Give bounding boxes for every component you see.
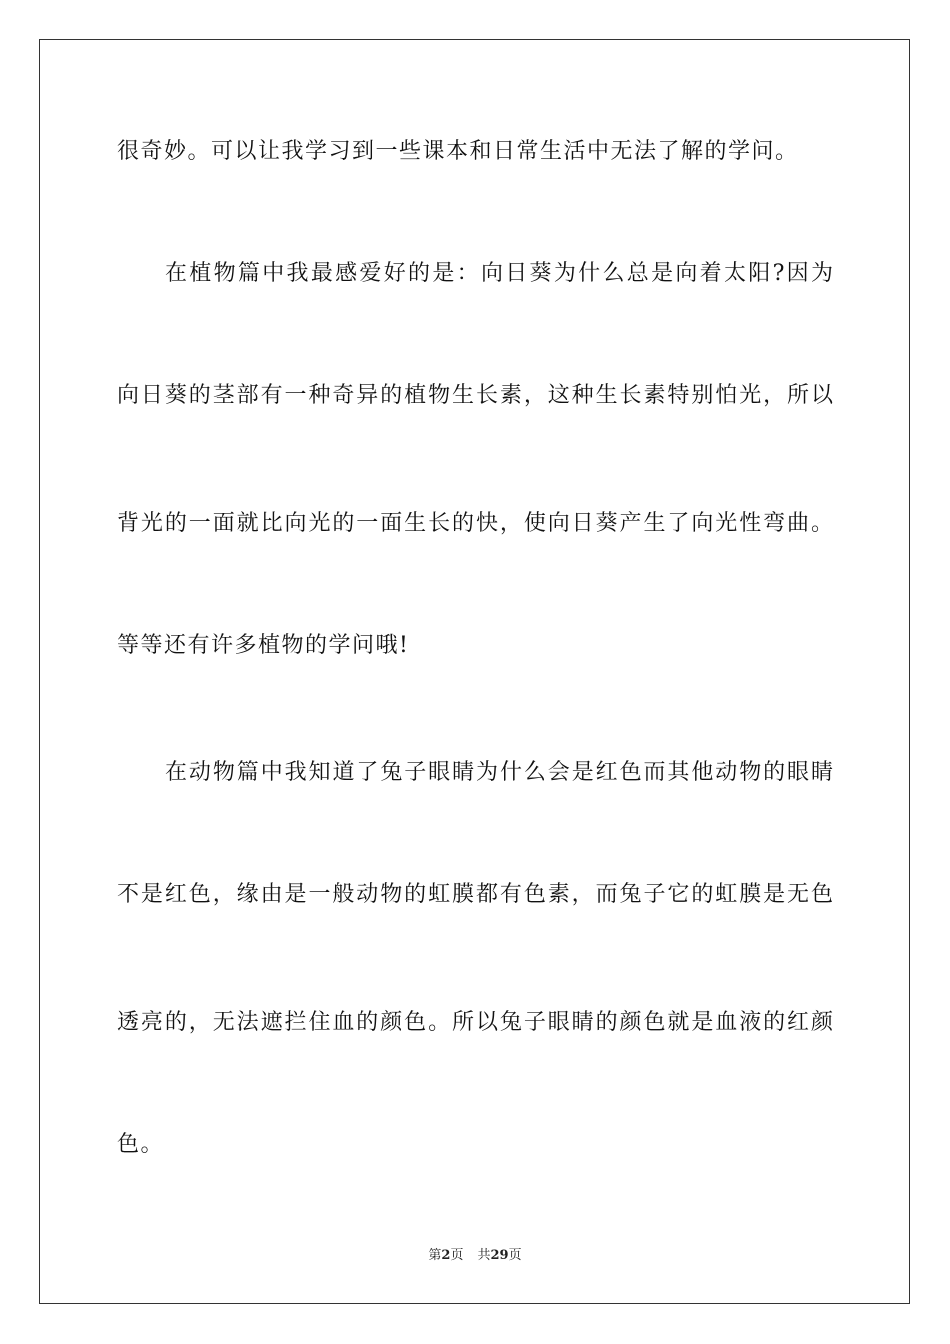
paragraph-line-7: 不是红色，缘由是一般动物的虹膜都有色素，而兔子它的虹膜是无色 <box>117 882 833 907</box>
paragraph-line-6: 在动物篇中我知道了兔子眼睛为什么会是红色而其他动物的眼睛 <box>165 760 833 785</box>
total-prefix: 共 <box>477 1248 491 1263</box>
page-suffix: 页 <box>450 1248 464 1263</box>
paragraph-line-2: 在植物篇中我最感爱好的是：向日葵为什么总是向着太阳?因为 <box>165 261 833 286</box>
total-pages: 29 <box>490 1248 509 1263</box>
paragraph-line-4: 背光的一面就比向光的一面生长的快，使向日葵产生了向光性弯曲。 <box>117 511 833 536</box>
paragraph-line-8: 透亮的，无法遮拦住血的颜色。所以兔子眼睛的颜色就是血液的红颜 <box>117 1010 833 1035</box>
paragraph-line-9: 色。 <box>117 1132 165 1157</box>
total-suffix: 页 <box>508 1248 522 1263</box>
paragraph-line-1: 很奇妙。可以让我学习到一些课本和日常生活中无法了解的学问。 <box>117 139 799 164</box>
page-number: 2 <box>441 1248 451 1263</box>
page-footer <box>0 1247 950 1265</box>
paragraph-line-5: 等等还有许多植物的学问哦! <box>117 633 410 658</box>
paragraph-line-3: 向日葵的茎部有一种奇异的植物生长素，这种生长素特别怕光，所以 <box>117 383 833 408</box>
page-prefix: 第 <box>428 1248 442 1263</box>
page-border <box>39 39 910 1304</box>
